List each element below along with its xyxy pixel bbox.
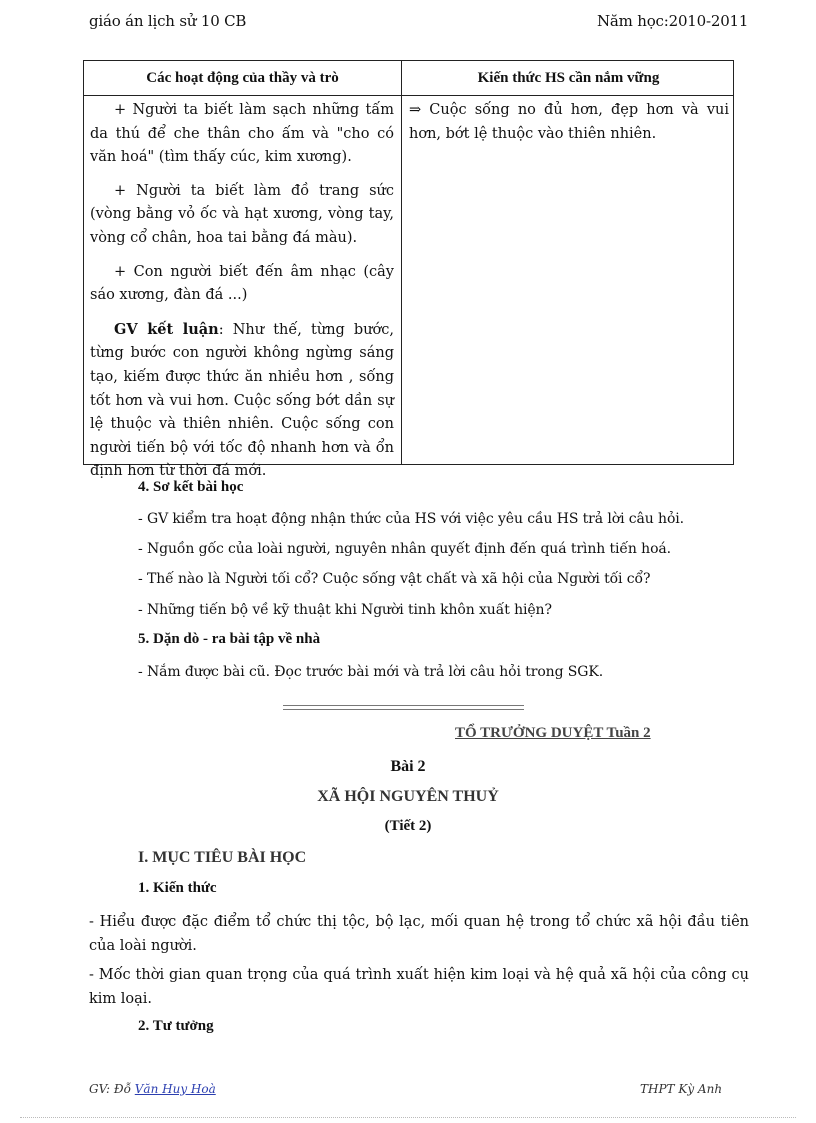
- footer-school: THPT Kỳ Anh: [640, 1082, 723, 1096]
- activity-paragraph: + Người ta biết làm sạch những tấm da thú để che thân cho ấm và "cho có văn hoá" (tìm thấy cúc, kim xương).: [90, 102, 394, 166]
- footer-author-name: Văn Huy Hoà: [134, 1082, 216, 1096]
- section-4-item: - Những tiến bộ về kỹ thuật khi Người tinh khôn xuất hiện?: [138, 602, 552, 618]
- activity-table: [83, 60, 734, 480]
- page-bottom-border: [20, 1117, 796, 1118]
- knowledge-item: - Hiểu được đặc điểm tổ chức thị tộc, bộ lạc, mối quan hệ trong tổ chức xã hội đầu tiên của loài người.: [89, 914, 749, 954]
- section-4-title: 4. Sơ kết bài học: [138, 479, 244, 495]
- section-5-item: - Nắm được bài cũ. Đọc trước bài mới và trả lời câu hỏi trong SGK.: [138, 664, 604, 680]
- lesson-title: XÃ HỘI NGUYÊN THUỶ: [317, 788, 499, 805]
- activity-paragraph: + Người ta biết làm đồ trang sức (vòng bằng vỏ ốc và hạt xương, vòng tay, vòng cổ chân, hoa tai bằng đá màu).: [90, 182, 394, 246]
- section-5-title: 5. Dặn dò - ra bài tập về nhà: [138, 631, 321, 647]
- table-header-activities: Các hoạt động của thầy và trò: [146, 70, 339, 86]
- section-4-item: - Nguồn gốc của loài người, nguyên nhân quyết định đến quá trình tiến hoá.: [138, 541, 672, 557]
- approval-label: TỔ TRƯỞNG DUYỆT Tuần 2: [455, 725, 651, 741]
- lesson-period: (Tiết 2): [384, 818, 432, 834]
- section-4-item: - Thế nào là Người tối cổ? Cuộc sống vật chất và xã hội của Người tối cổ?: [138, 571, 651, 587]
- activity-paragraph: + Con người biết đến âm nhạc (cây sáo xương, đàn đá ...): [90, 263, 394, 304]
- table-cell-knowledge: [409, 99, 729, 146]
- table-column-divider: [401, 61, 402, 464]
- knowledge-summary: ⇒ Cuộc sống no đủ hơn, đẹp hơn và vui hơn, bớt lệ thuộc vào thiên nhiên.: [409, 102, 729, 142]
- conclusion-paragraph: [90, 318, 394, 484]
- knowledge-title: 1. Kiến thức: [138, 880, 217, 896]
- table-cell-activities: [90, 99, 394, 494]
- section-4-item: - GV kiểm tra hoạt động nhận thức của HS với việc yêu cầu HS trả lời câu hỏi.: [138, 511, 685, 527]
- lesson-number: Bài 2: [390, 758, 426, 775]
- footer-author-prefix: GV: Đỗ: [89, 1082, 131, 1096]
- objectives-heading: I. MỤC TIÊU BÀI HỌC: [138, 849, 307, 866]
- conclusion-label: GV kết luận: [114, 320, 219, 338]
- conclusion-text: : Như thế, từng bước, từng bước con người không ngừng sáng tạo, kiếm được thức ăn nhiều hơn , sống tốt hơn và vui hơn. Cuộc sống bớt dần sự lệ thuộc và thiên nhiên. Cuộc sống con người tiến bộ với tốc độ nhanh hơn và ổn định hơn từ thời đá mới.: [90, 321, 395, 480]
- header-left: giáo án lịch sử 10 CB: [89, 12, 247, 30]
- table-header-divider: [84, 95, 733, 96]
- footer-author: [89, 1082, 216, 1096]
- table-header-knowledge: Kiến thức HS cần nắm vững: [477, 70, 660, 86]
- section-separator: [283, 705, 524, 710]
- knowledge-item: - Mốc thời gian quan trọng của quá trình xuất hiện kim loại và hệ quả xã hội của công cụ kim loại.: [89, 967, 749, 1007]
- header-right: Năm học:2010-2011: [597, 12, 749, 30]
- thought-title: 2. Tư tưởng: [138, 1018, 214, 1034]
